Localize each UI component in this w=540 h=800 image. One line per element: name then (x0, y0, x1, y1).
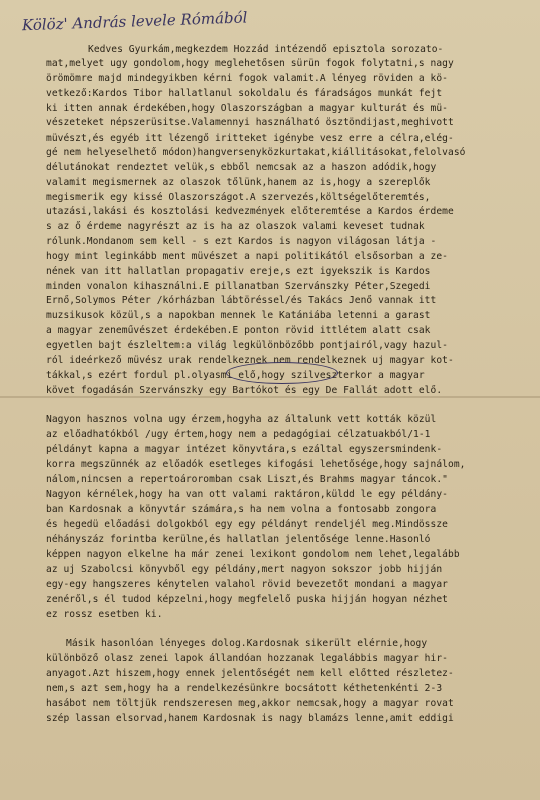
text-line: és hegedü előadási dolgokból egy egy példányt rendeljél meg.Mindössze (46, 519, 448, 530)
text-line: minden vonalon kihasználni.E pillanatban Szervánszky Péter,Szegedi (46, 281, 431, 292)
text-line: örömömre majd mindegyikben kérni fogok valamit.A lényeg röviden a kö- (46, 73, 448, 84)
text-line: Ernő,Solymos Péter /kórházban lábtöréssel/és Takács Jenő vannak itt (46, 295, 437, 306)
text-line: tákkal,s ezért fordul pl.olyasmi elő,hogy szilveszterkor a magyar (46, 370, 425, 381)
text-line: Kedves Gyurkám,megkezdem Hozzád intézendő episztola sorozato- (88, 44, 444, 55)
text-line: az előadhatókból /ugy értem,hogy nem a pedagógiai célzatuakból/1-1 (46, 429, 431, 440)
text-line: az uj Szabolcsi könyvből egy példány,mert nagyon sokszor jobb hijján (46, 564, 443, 575)
text-line: ki itten annak érdekében,hogy Olaszországban a magyar kulturát és mü- (46, 103, 448, 114)
text-line: különböző olasz zenei lapok állandóan hozzanak legalábbis magyar hir- (46, 653, 448, 664)
text-line: anyagot.Azt hiszem,hogy ennek jelentőségét nem kell előtted részletez- (46, 668, 454, 679)
text-line: nálom,nincsen a repertoároromban csak Liszt,és Brahms magyar táncok." (46, 474, 448, 485)
text-line: a magyar zeneművészet érdekében.E ponton rövid ittlétem alatt csak (46, 325, 431, 336)
text-line: s az ő érdeme nagyrészt az is ha az olaszok valami keveset tudnak (46, 221, 425, 232)
handwritten-heading: Kölöz' András levele Rómából (21, 8, 248, 35)
text-line: vetkező:Kardos Tibor hallatlanul sokoldalu és fáradságos munkát fejt (46, 88, 443, 99)
text-line: ban Kardosnak a könyvtár számára,s ha nem volna a fontosabb zongora (46, 504, 437, 515)
text-line: utazási,lakási és kosztolási kedvezmények előteremtése a Kardos érdeme (46, 206, 454, 217)
text-line: megismerik egy kissé Olaszországot.A szervezés,költségelőteremtés, (46, 192, 431, 203)
text-line: követ fogadásán Szervánszky egy Bartókot és egy De Fallát adott elő. (46, 385, 443, 396)
text-line: zenéről,s él tudod képzelni,hogy megfelelő puska hijján hogyan nézhet (46, 594, 448, 605)
text-line: nének van itt hallatlan propagativ ereje,s ezt igyekszik is Kardos (46, 266, 431, 277)
text-line: müvészt,és egyéb itt lézengő iritteket igénybe vesz erre a célra,elég- (46, 133, 454, 144)
text-line: néhányszáz forintba kerülne,és hallatlan jelentősége lenne.Hasonló (46, 534, 431, 545)
text-line: ez rossz esetben ki. (46, 609, 163, 620)
text-line: vészeteket népszerüsitse.Valamennyi használható ösztöndijast,meghivott (46, 117, 454, 128)
text-line: példányt kapna a magyar intézet könyvtára,s ezáltal egyszersmindenk- (46, 444, 443, 455)
text-line: egyetlen bajt észleltem:a világ legkülönbözőbb pontjairól,vagy hazul- (46, 340, 448, 351)
text-line: mat,melyet ugy gondolom,hogy meglehetősen sürün fogok folytatni,s nagy (46, 58, 454, 69)
text-line: szép lassan elsorvad,hanem Kardosnak is nagy blamázs lenne,amit eddigi (46, 713, 454, 724)
text-line: korra megszünnék az előadók esetleges kifogási lehetősége,hogy sajnálom, (46, 459, 466, 470)
text-line: ról ideérkező müvész urak rendelkeznek nem rendelkeznek uj magyar kot- (46, 355, 454, 366)
pen-circle-mark (226, 362, 338, 384)
text-line: muzsikusok közül,s a napokban mennek le Katániába letenni a garast (46, 310, 431, 321)
text-line: egy-egy hangszeres kénytelen valahol rövid bevezetőt mondani a magyar (46, 579, 448, 590)
text-line: képpen nagyon elkelne ha már zenei lexikont gondolom nem lehet,legalább (46, 549, 460, 560)
text-line: Nagyon hasznos volna ugy érzem,hogyha az általunk vett kották közül (46, 414, 437, 425)
text-line: Nagyon kérnélek,hogy ha van ott valami raktáron,küldd le egy példány- (46, 489, 448, 500)
text-line: délutánokat rendeztet velük,s ebből nemcsak az a haszon adódik,hogy (46, 162, 437, 173)
text-line: valamit megismernek az olaszok tőlünk,hanem az is,hogy a szereplők (46, 177, 431, 188)
text-line: rólunk.Mondanom sem kell - s ezt Kardos is nagyon világosan látja - (46, 236, 437, 247)
text-line: nem,s azt sem,hogy ha a rendelkezésünkre bocsátott kéthetenkénti 2-3 (46, 683, 443, 694)
text-line: Másik hasonlóan lényeges dolog.Kardosnak sikerült elérnie,hogy (66, 638, 428, 649)
text-line: hasábot nem töltjük rendszeresen meg,akkor nemcsak,hogy a magyar rovat (46, 698, 454, 709)
text-line: gé nem helyeselhető módon)hangversenyközkurtakat,kiállitásokat,felolvasó (46, 147, 466, 158)
text-line: hogy mint leginkább ment müvészet a napi politikától elsősorban a ze- (46, 251, 448, 262)
